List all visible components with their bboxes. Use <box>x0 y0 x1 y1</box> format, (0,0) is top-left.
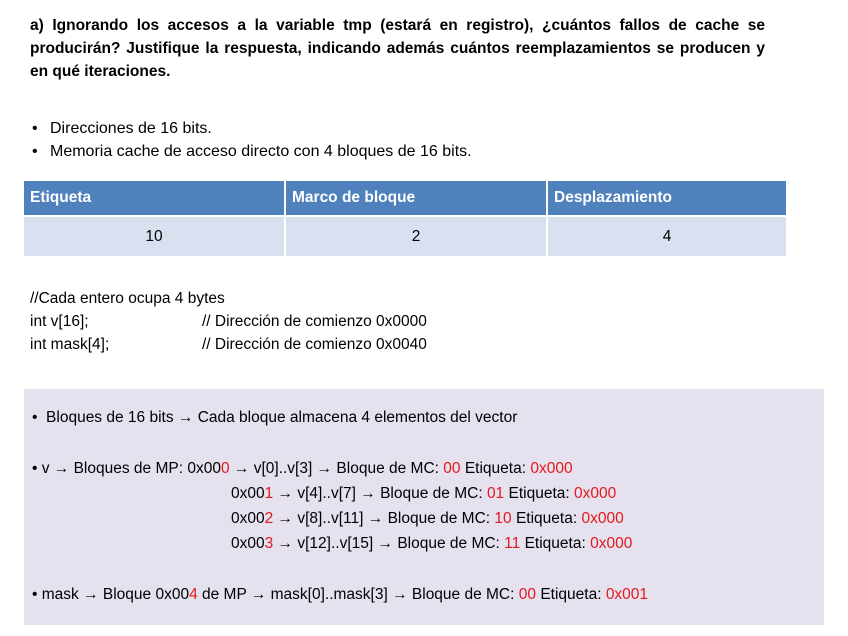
code-block <box>30 287 427 356</box>
code-line-comment: // Dirección de comienzo 0x0040 <box>202 336 427 353</box>
tag-label: Etiqueta: <box>508 485 574 502</box>
vector-elements: v[0]..v[3] <box>253 460 313 477</box>
code-line-mask <box>30 333 427 356</box>
tag-label: Etiqueta: <box>524 535 591 552</box>
mp-block: 0x002 <box>231 510 274 527</box>
mc-label: Bloque de MC: <box>397 535 505 552</box>
block-size-line <box>32 409 517 427</box>
v-mapping-row: 0x001 → v[4]..v[7] → Bloque de MC: 01 Etiqueta: 0x000 <box>231 485 617 502</box>
code-line-v <box>30 310 427 333</box>
mask-intro: • mask → Bloque <box>32 586 156 603</box>
tag-value: 0x000 <box>574 485 617 502</box>
tag-label: Etiqueta: <box>464 460 531 477</box>
bullet-list <box>30 117 472 163</box>
code-decl: int mask[4]; <box>30 336 110 353</box>
header-etiqueta: Etiqueta <box>24 181 285 216</box>
block-size-text: Bloques de 16 bits → Cada bloque almacena 4 elementos del vector <box>46 409 518 426</box>
question-text: a) Ignorando los accesos a la variable tmp (estará en registro), ¿cuántos fallos de cache se producirán? Justifique la respuesta, indicando además cuántos reemplazamientos se producen y en qué iteraciones. <box>30 17 765 80</box>
address-format-table <box>24 181 786 256</box>
vector-elements: v[4]..v[7] <box>297 485 356 502</box>
mc-block: 00 <box>518 586 536 603</box>
mask-mid: de MP → mask[0]..mask[3] → <box>197 586 412 603</box>
mp-block: 0x001 <box>231 485 274 502</box>
mc-label: Bloque de MC: <box>411 586 519 603</box>
mc-label: Bloque de MC: <box>387 510 495 527</box>
vector-elements: v[8]..v[11] <box>297 510 364 527</box>
cell-marco-bits: 2 <box>285 216 547 256</box>
header-marco: Marco de bloque <box>285 181 547 216</box>
vector-elements: v[12]..v[15] <box>297 535 374 552</box>
mc-label: Bloque de MC: <box>336 460 444 477</box>
cell-desplazamiento-bits: 4 <box>547 216 786 256</box>
answer-box <box>24 389 824 625</box>
bullet-cache-type: • Memoria cache de acceso directo con 4 bloques de 16 bits. <box>30 140 472 163</box>
code-decl: int v[16]; <box>30 313 89 330</box>
v-intro: • v → Bloques de MP: <box>32 460 188 477</box>
mc-block: 11 <box>504 535 521 552</box>
mp-block: 0x004 <box>155 586 198 603</box>
mc-block: 00 <box>443 460 461 477</box>
mc-block: 01 <box>486 485 505 502</box>
mc-block: 10 <box>494 510 512 527</box>
tag-value: 0x000 <box>590 535 633 552</box>
tag-value: 0x001 <box>605 586 649 603</box>
tag-label: Etiqueta: <box>540 586 606 603</box>
header-desplazamiento: Desplazamiento <box>547 181 786 216</box>
table-row <box>24 216 786 256</box>
mp-block: 0x003 <box>231 535 274 552</box>
code-line-comment: // Dirección de comienzo 0x0000 <box>202 313 427 330</box>
v-mapping-row: 0x002 → v[8]..v[11] → Bloque de MC: 10 Etiqueta: 0x000 <box>231 510 624 527</box>
mc-label: Bloque de MC: <box>380 485 487 502</box>
bullet-address-size: • Direcciones de 16 bits. <box>30 117 472 140</box>
v-mapping-row: 0x003 → v[12]..v[15] → Bloque de MC: 11 Etiqueta: 0x000 <box>231 535 633 552</box>
table-header-row <box>24 181 786 216</box>
bullet-dot: • <box>32 409 47 426</box>
mp-block: 0x000 <box>187 460 230 477</box>
mask-mapping-row <box>32 586 648 604</box>
tag-value: 0x000 <box>530 460 573 477</box>
code-comment: //Cada entero ocupa 4 bytes <box>30 290 225 307</box>
cell-etiqueta-bits: 10 <box>24 216 285 256</box>
v-mapping-row: • v → Bloques de MP: 0x000 → v[0]..v[3] → Bloque de MC: 00 Etiqueta: 0x000 <box>32 460 573 477</box>
tag-value: 0x000 <box>581 510 624 527</box>
tag-label: Etiqueta: <box>515 510 582 527</box>
